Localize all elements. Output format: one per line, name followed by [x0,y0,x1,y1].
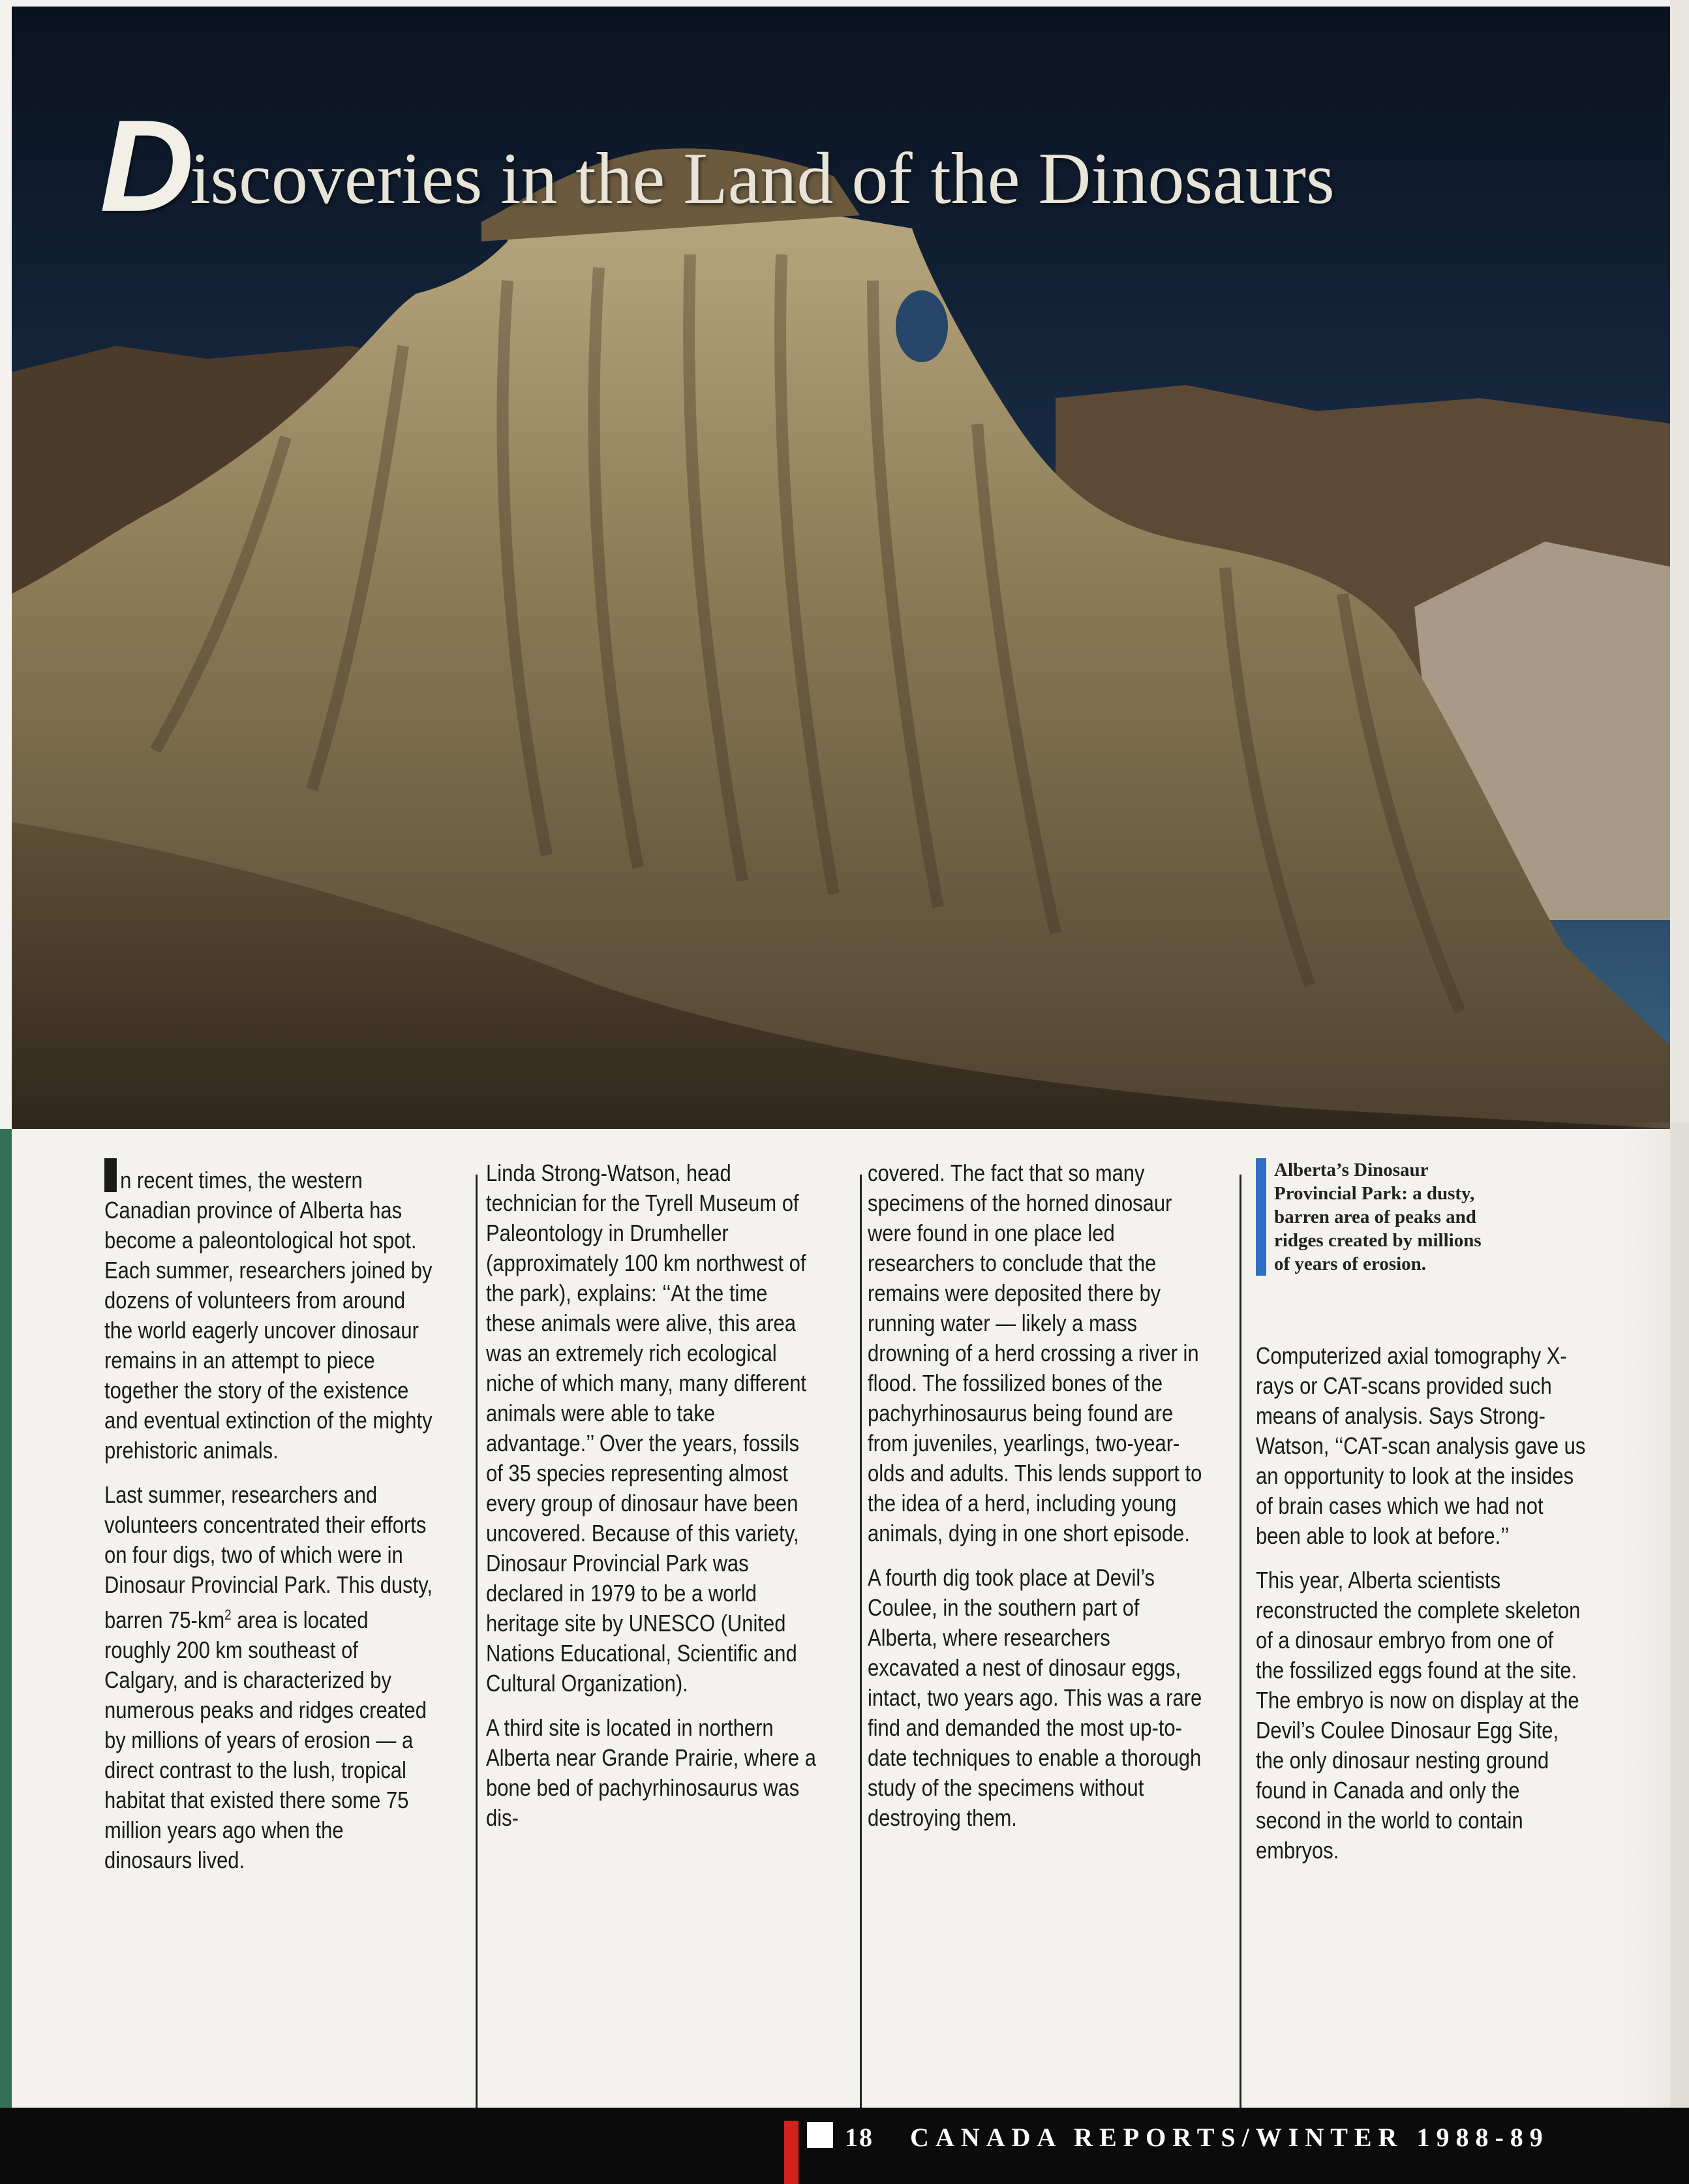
column-rule [476,1175,478,2108]
photo-caption: Alberta’s Dinosaur Provincial Park: a dusty, barren area of peaks and ridges created by millions of years of erosion. [1256,1158,1496,1276]
paragraph: A third site is located in northern Alberta near Grande Prairie, where a bone bed of pachyrhinosaurus was dis- [486,1714,816,1831]
page-number: 18 [845,2123,874,2152]
paragraph: This year, Alberta scientists reconstructed the complete skeleton of a dinosaur embryo from one of the fossilized eggs found at the site. The embryo is now on display at the Devil’s Coulee Dinosaur Egg Site, the only dinosaur nesting ground found in Canada and only the second in the world to contain embryos. [1256,1567,1581,1864]
badlands-hoodoo-photo [12,7,1675,1129]
article-column-3 [868,1158,1204,1847]
article-column-2 [486,1158,817,1847]
paragraph [104,1480,435,1875]
paragraph-text: Last summer, researchers and volunteers concentrated their efforts on four digs, two of which were in Dinosaur Provincial Park. This dusty, barren 75-km [104,1481,433,1633]
headline-text: iscoveries in the Land of the Dinosaurs [190,138,1335,219]
show-through-shadow [1618,1122,1689,2114]
footer-red-bar [784,2121,799,2184]
article-column-1 [104,1158,435,1890]
paragraph-text: n recent times, the western Canadian province of Alberta has become a paleontological hot spot. Each summer, researchers joined by dozens of volunteers from around the world eagerly uncover dinosaur remains in an attempt to piece together the story of the existence and eventual extinction of the mighty prehistoric animals. [104,1167,433,1464]
article-headline [100,93,1335,239]
article-column-4 [1256,1341,1587,1880]
footer-white-square [807,2122,833,2148]
headline-dropcap: D [100,93,194,239]
paragraph-text: area is located roughly 200 km southeast of Calgary, and is characterized by numerous peaks and ridges created by millions of years of erosion — a direct contrast to the lush, tropical habitat that existed there some 75 million years ago when the dinosaurs lived. [104,1607,427,1873]
column-rule [860,1175,862,2108]
publication-title: CANADA REPORTS/WINTER 1988-89 [910,2123,1549,2152]
column-rule [1240,1175,1241,2108]
paragraph [104,1158,435,1466]
page-footer [0,2108,1689,2184]
superscript: 2 [224,1607,232,1623]
paragraph: Linda Strong-Watson, head technician for the Tyrell Museum of Paleontology in Drumheller (approximately 100 km northwest of the park), explains: ‘‘At the time these animals were alive, this area was an extremely rich ecological niche of which many, many different animals were able to take advantage.’’ Over the years, fossils of 35 species representing almost every group of dinosaur have been uncovered. Because of this variety, Dinosaur Provincial Park was declared in 1979 to be a world heritage site by UNESCO (United Nations Educational, Scientific and Cultural Organization). [486,1160,807,1697]
page-edge-left [0,1129,12,2108]
paragraph: A fourth dig took place at Devil’s Coulee, in the southern part of Alberta, where researchers excavated a nest of dinosaur eggs, intact, two years ago. This was a rare find and demanded the most up-to-date techniques to enable a thorough study of the specimens without destroying them. [868,1564,1202,1831]
paragraph: covered. The fact that so many specimens of the horned dinosaur were found in one place led researchers to conclude that the remains were deposited there by running water — likely a mass drowning of a herd crossing a river in flood. The fossilized bones of the pachyrhinosaurus being found are from juveniles, yearlings, two-year-olds and adults. This lends support to the idea of a herd, including young animals, dying in one short episode. [868,1160,1202,1546]
paragraph: Computerized axial tomography X-rays or CAT-scans provided such means of analysis. Says Strong-Watson, ‘‘CAT-scan analysis gave us an opportunity to look at the insides of brain cases which we had not been able to look at before.’’ [1256,1342,1586,1549]
dropcap-i [104,1158,117,1192]
